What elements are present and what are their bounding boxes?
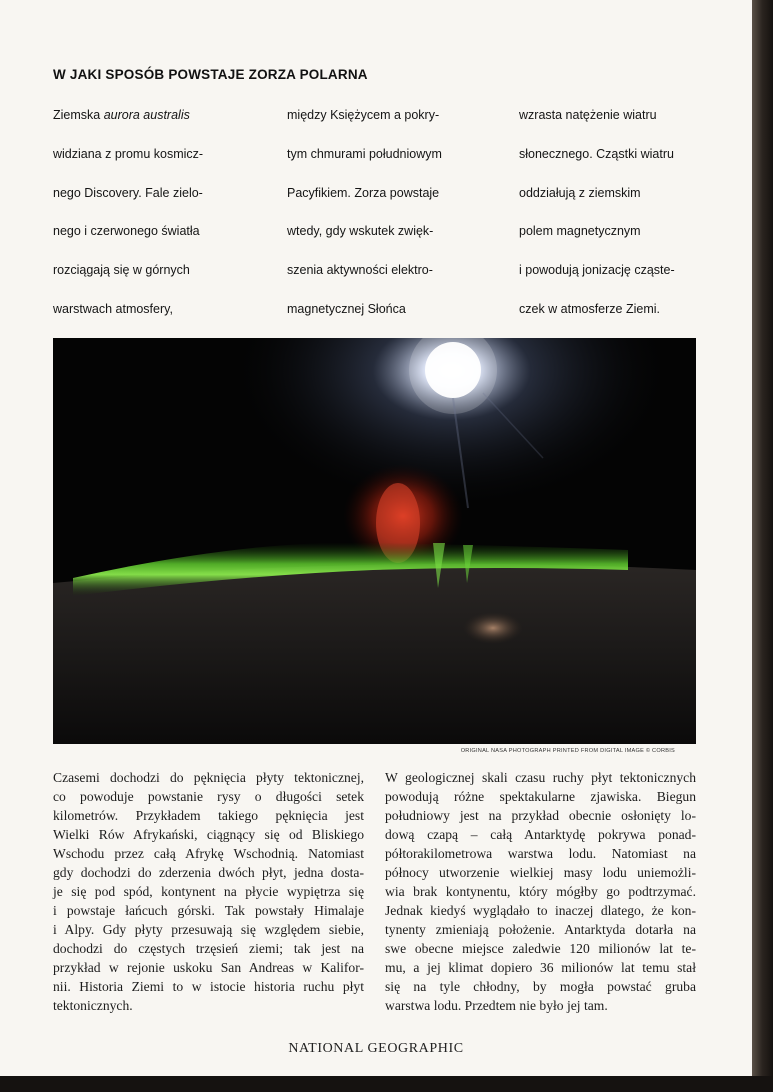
caption-line: Pacyfikiem. Zorza powstaje [287,185,440,200]
body-text-line: swe obecne miejsce zaledwie 120 milionów lat te- [385,941,696,956]
caption-line [53,294,203,333]
caption-text: nego Discovery. Fale zielo- [53,185,203,200]
caption-line: czek w atmosferze Ziemi. [519,301,661,316]
body-text-line: gdy dochodzi do zderzenia dwóch płyt, jedna dosta- [53,865,364,880]
body-text-line: Wschodu przez całą Afrykę Wschodnią. Natomiast [53,846,364,861]
body-text-line: i Alpy. Gdy płyty przesuwają się względem siebie, [53,922,364,937]
body-text-line: warstwa lodu. Przedtem nie było jej tam. [385,998,608,1013]
body-text-line: co powoduje powstanie rysy o długości setek [53,789,364,804]
body-text-line: Jednak kiedyś wyglądało to inaczej dlatego, że kon- [385,903,696,918]
caption-line: magnetycznej Słońca [287,301,406,316]
page-bottom-edge [0,1076,773,1092]
body-text-line: dochodzi do częstych trzęsień ziemi; tak jest na [53,941,364,956]
caption-text: widziana z promu kosmicz- [53,146,204,161]
body-text-line: tektonicznych. [53,998,133,1013]
caption-text: warstwach atmosfery, [53,301,173,316]
caption-text: Ziemska [53,108,104,122]
body-text-line: je się pod spód, kontynent na płycie wypiętrza się [53,884,364,899]
body-text-line: kilometrów. Przykładem takiego pęknięcia jest [53,808,364,823]
caption-line: wtedy, gdy wskutek zwięk- [287,224,434,239]
magazine-footer: NATIONAL GEOGRAPHIC [288,1041,464,1056]
body-text-line: wia brak kontynentu, który mógłby go podtrzymać. [385,884,696,899]
body-column-2 [385,768,696,1015]
page-binding-edge [752,0,773,1092]
caption-line: między Księżycem a pokry- [287,108,440,122]
caption-line [53,100,203,139]
caption-line [53,139,203,178]
caption-line [53,178,203,217]
aurora-photo-illustration [53,338,696,744]
body-text-line: Wielki Rów Afrykański, ciągnący się od Bliskiego [53,827,364,842]
caption-line: wzrasta natężenie wiatru [519,108,657,122]
body-text-line: W geologicznej skali czasu ruchy płyt tektonicznych [385,770,696,785]
article-heading: W JAKI SPOSÓB POWSTAJE ZORZA POLARNA [53,67,368,82]
body-text-line: mu, a jej klimat dopiero 36 milionów lat temu stał [385,960,696,975]
caption-column-3 [519,100,675,333]
body-text-line: się na tyle chłodny, by mogła powstać gruba [385,979,696,994]
caption-column-2 [287,100,442,333]
caption-line: i powodują jonizację cząste- [519,263,675,278]
body-text-line: powodują różne spektakularne zjawiska. Biegun [385,789,696,804]
body-text-line: tynenty zmieniają położenie. Antarktyda dotarła na [385,922,696,937]
caption-line [53,216,203,255]
caption-text: rozciągają się w górnych [53,263,190,278]
body-text-line: dową czapą – całą Antarktydę pokrywa ponad- [385,827,696,842]
body-text-line: i powstaje łańcuch górski. Tak powstały Himalaje [53,903,364,918]
caption-italic-text: aurora australis [103,108,190,122]
body-column-1 [53,768,364,1015]
body-text-line: półtorakilometrowa warstwa lodu. Natomiast na [385,846,696,861]
aurora-photo [53,338,696,744]
photo-credit: ORIGINAL NASA PHOTOGRAPH PRINTED FROM DIGITAL IMAGE © CORBIS [460,748,675,754]
body-text-line: Czasemi dochodzi do pęknięcia płyty tektonicznej, [53,770,364,785]
caption-text: nego i czerwonego światła [53,224,200,239]
caption-line: szenia aktywności elektro- [287,263,433,278]
caption-line: słonecznego. Cząstki wiatru [519,146,674,161]
body-text-line: południowy jest na przykład obecnie osłonięty lo- [385,808,696,823]
caption-line: oddziałują z ziemskim [519,185,641,200]
body-text-line: przykład w rejonie uskoku San Andreas w Kalifor- [53,960,364,975]
caption-column-1 [53,100,203,333]
caption-line: polem magnetycznym [519,224,641,239]
body-text-line: północy utworzenie wielkiej masy lodu uniemożli- [385,865,696,880]
caption-line: tym chmurami południowym [287,146,442,161]
body-text-line: nii. Historia Ziemi to w istocie historia ruchu płyt [53,979,364,994]
caption-line [53,255,203,294]
